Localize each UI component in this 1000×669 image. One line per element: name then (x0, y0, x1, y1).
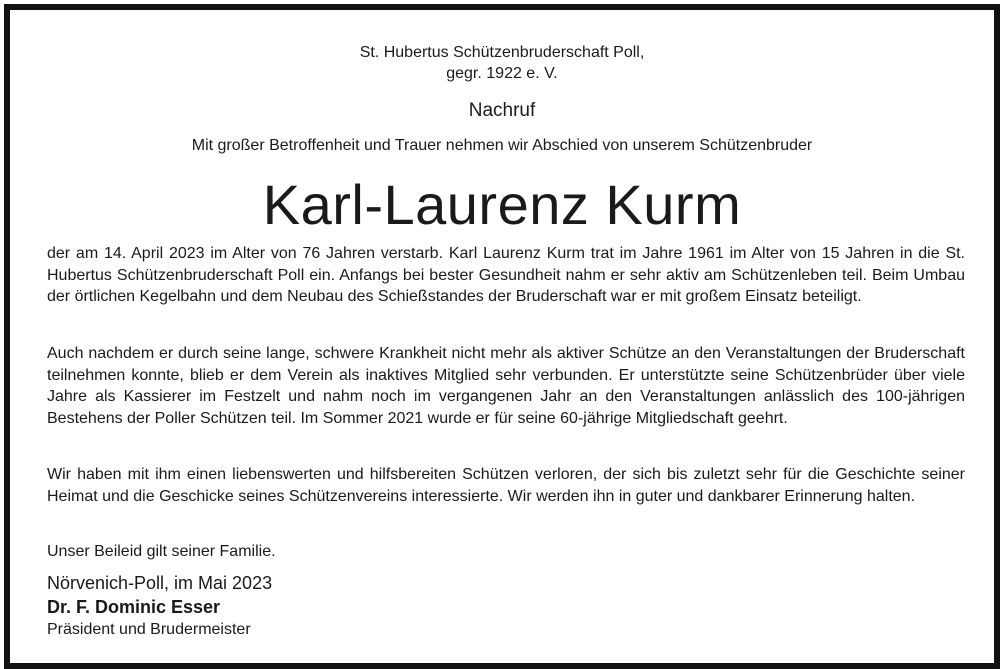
organization-header (10, 42, 994, 84)
obituary-notice (4, 4, 1000, 669)
notice-title: Nachruf (468, 100, 536, 121)
paragraph-membership: Auch nachdem er durch seine lange, schwere Krankheit nicht mehr als aktiver Schütze an den Veranstaltungen der Bruderschaft teilnehmen konnte, blieb er dem Verein als inaktives Mitglied sehr verbunden. Er unterstützte seine Schützenbrüder über viele Jahre als Kassierer im Festzelt und nahm noch im vergangenen Jahr an den Veranstaltungen anlässlich des 100-jährigen Bestehens der Poller Schützen teil. Im Sommer 2021 wurde er für seine 60-jährige Mitgliedschaft geehrt. (47, 345, 965, 427)
signer-role: Präsident und Brudermeister (47, 621, 251, 638)
signer-name: Dr. F. Dominic Esser (47, 597, 221, 617)
deceased-name: Karl-Laurenz Kurm (262, 173, 742, 236)
paragraph-biography: der am 14. April 2023 im Alter von 76 Jahren verstarb. Karl Laurenz Kurm trat im Jahre 1961 im Alter von 15 Jahren in die St. Hubertus Schützenbruderschaft Poll ein. Anfangs bei bester Gesundheit nahm er sehr aktiv am Schützenleben teil. Beim Umbau der örtlichen Kegelbahn und dem Neubau des Schießstandes der Bruderschaft war er mit großem Einsatz beteiligt. (47, 245, 965, 305)
organization-founded: gegr. 1922 e. V. (446, 65, 558, 82)
intro-line: Mit großer Betroffenheit und Trauer nehmen wir Abschied von unserem Schützenbruder (191, 137, 813, 154)
paragraph-remembrance: Wir haben mit ihm einen liebenswerten und hilfsbereiten Schützen verloren, der sich bis zuletzt sehr für die Geschichte seiner Heimat und die Geschicke seines Schützenvereins interessierte. Wir werden ihn in guter und dankbarer Erinnerung halten. (47, 466, 965, 505)
organization-name: St. Hubertus Schützenbruderschaft Poll, (359, 44, 645, 61)
place-date: Nörvenich-Poll, im Mai 2023 (47, 573, 273, 593)
paragraph-condolence: Unser Beileid gilt seiner Familie. (47, 543, 276, 560)
